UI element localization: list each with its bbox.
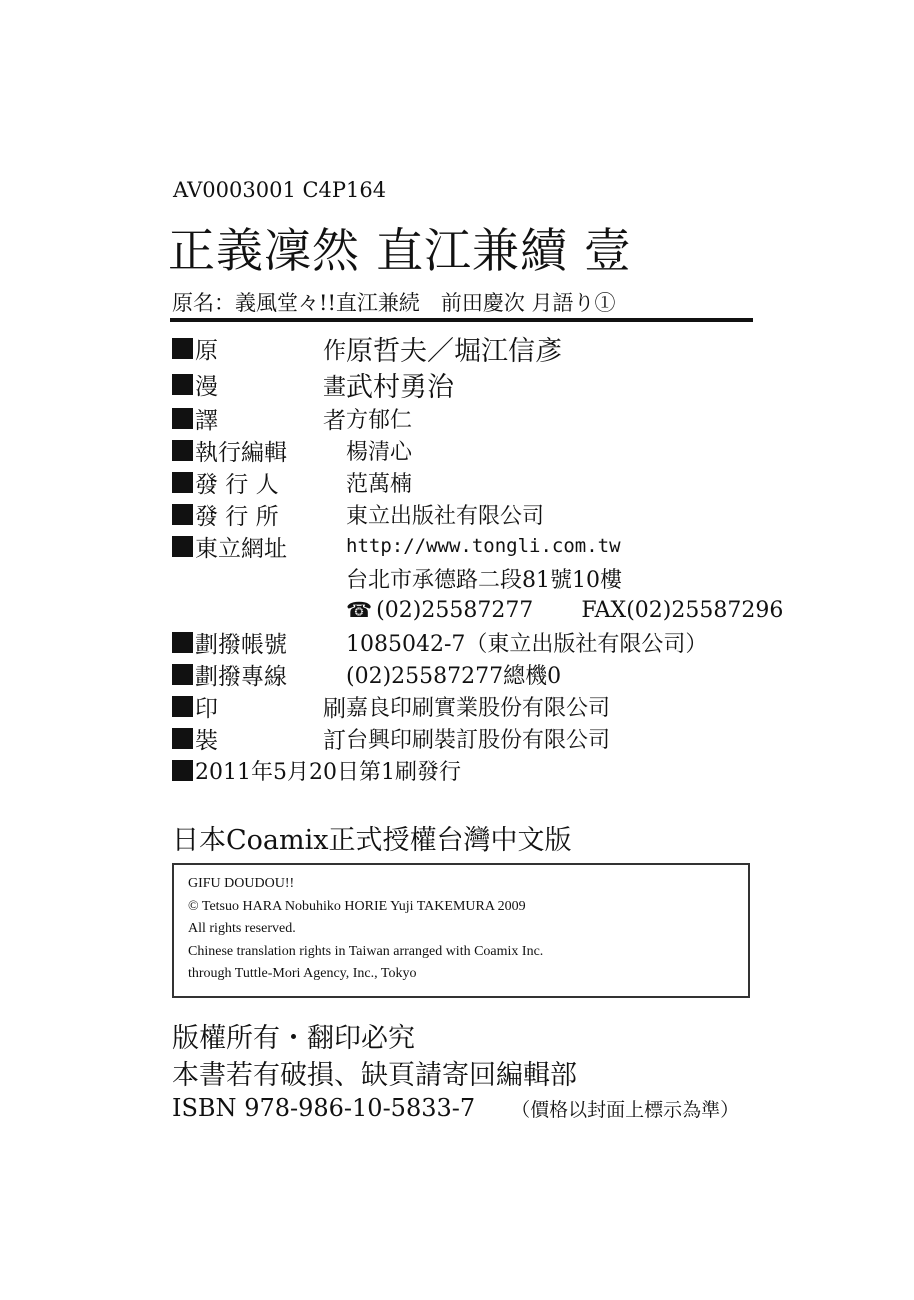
fax-number: FAX(02)25587296 — [581, 597, 784, 623]
bullet-square-icon — [172, 664, 193, 685]
credit-label: 東立網址 — [195, 535, 287, 562]
edition-note: 日本Coamix正式授權台灣中文版 — [172, 825, 572, 856]
bullet-square-icon — [172, 696, 193, 717]
print-date: 2011年5月20日第1刷發行 — [195, 759, 461, 785]
copyright-line: Chinese translation rights in Taiwan arranged with Coamix Inc. — [188, 943, 544, 959]
bullet-square-icon — [172, 536, 193, 557]
credit-row-manga — [172, 368, 454, 403]
credit-label: 發 行 所 — [195, 503, 279, 530]
bullet-square-icon — [172, 374, 193, 395]
damage-notice: 本書若有破損、缺頁請寄回編輯部 — [172, 1060, 577, 1091]
bullet-square-icon — [172, 504, 193, 525]
rights-notice: 版權所有・翻印必究 — [172, 1023, 415, 1054]
credit-label: 劃撥專線 — [195, 663, 287, 690]
copyright-box — [172, 863, 750, 998]
credit-row-binding — [172, 722, 610, 754]
bullet-square-icon — [172, 338, 193, 359]
credit-label: 執行編輯 — [195, 439, 287, 466]
credit-value: 楊清心 — [346, 439, 413, 465]
credit-row-author — [172, 332, 562, 367]
copyright-line: © Tetsuo HARA Nobuhiko HORIE Yuji TAKEMURA 2009 — [188, 898, 526, 914]
isbn-number: ISBN 978-986-10-5833-7 — [172, 1094, 476, 1122]
copyright-line: through Tuttle-Mori Agency, Inc., Tokyo — [188, 966, 417, 981]
credit-value: 方郁仁 — [346, 407, 413, 433]
title-divider — [170, 318, 753, 322]
credit-row-postal-line — [172, 658, 561, 690]
copyright-line: All rights reserved. — [188, 921, 296, 936]
credit-row-publisher — [172, 466, 412, 498]
copyright-line: GIFU DOUDOU!! — [188, 876, 295, 891]
address-row — [346, 562, 622, 594]
book-title: 正義凜然 直江兼續 壹 — [168, 224, 632, 279]
credit-label: 譯 者 — [195, 407, 346, 434]
credit-row-postal-account — [172, 626, 707, 658]
credit-label: 原 作 — [195, 337, 346, 364]
credit-value: 范萬楠 — [346, 471, 413, 497]
credit-label: 劃撥帳號 — [195, 631, 287, 658]
credit-label: 印 刷 — [195, 695, 346, 722]
credit-row-translator — [172, 402, 412, 434]
price-note: （價格以封面上標示為準） — [511, 1099, 740, 1121]
bullet-square-icon — [172, 472, 193, 493]
credit-value: 東立出版社有限公司 — [346, 503, 545, 529]
website-url: http://www.tongli.com.tw — [346, 535, 621, 557]
credit-label: 裝 訂 — [195, 727, 346, 754]
telephone-icon: ☎ — [346, 598, 373, 622]
credit-value: 武村勇治 — [346, 371, 454, 403]
bullet-square-icon — [172, 408, 193, 429]
credit-value: 1085042-7（東立出版社有限公司） — [346, 631, 708, 657]
original-title: 原名：義風堂々!!直江兼続 前田慶次 月語り① — [172, 291, 616, 315]
bullet-square-icon — [172, 728, 193, 749]
credit-label: 漫 畫 — [195, 373, 346, 400]
credit-row-editor — [172, 434, 412, 466]
contact-row — [346, 594, 783, 626]
credit-label: 發 行 人 — [195, 471, 279, 498]
catalog-code: AV0003001 C4P164 — [173, 178, 387, 202]
credit-value: 原哲夫／堀江信彥 — [346, 335, 562, 367]
credit-value: 嘉良印刷實業股份有限公司 — [346, 695, 611, 721]
credit-value: (02)25587277總機0 — [346, 663, 562, 689]
address-text: 台北市承德路二段81號10樓 — [346, 567, 622, 593]
credit-row-website — [172, 530, 621, 562]
bullet-square-icon — [172, 440, 193, 461]
phone-number: (02)25587277 — [376, 597, 534, 623]
credit-row-publishing-house — [172, 498, 544, 530]
credit-row-printing — [172, 690, 610, 722]
print-date-row — [172, 754, 461, 786]
credit-value: 台興印刷裝訂股份有限公司 — [346, 727, 611, 753]
bullet-square-icon — [172, 760, 193, 781]
isbn-line — [172, 1094, 739, 1122]
bullet-square-icon — [172, 632, 193, 653]
